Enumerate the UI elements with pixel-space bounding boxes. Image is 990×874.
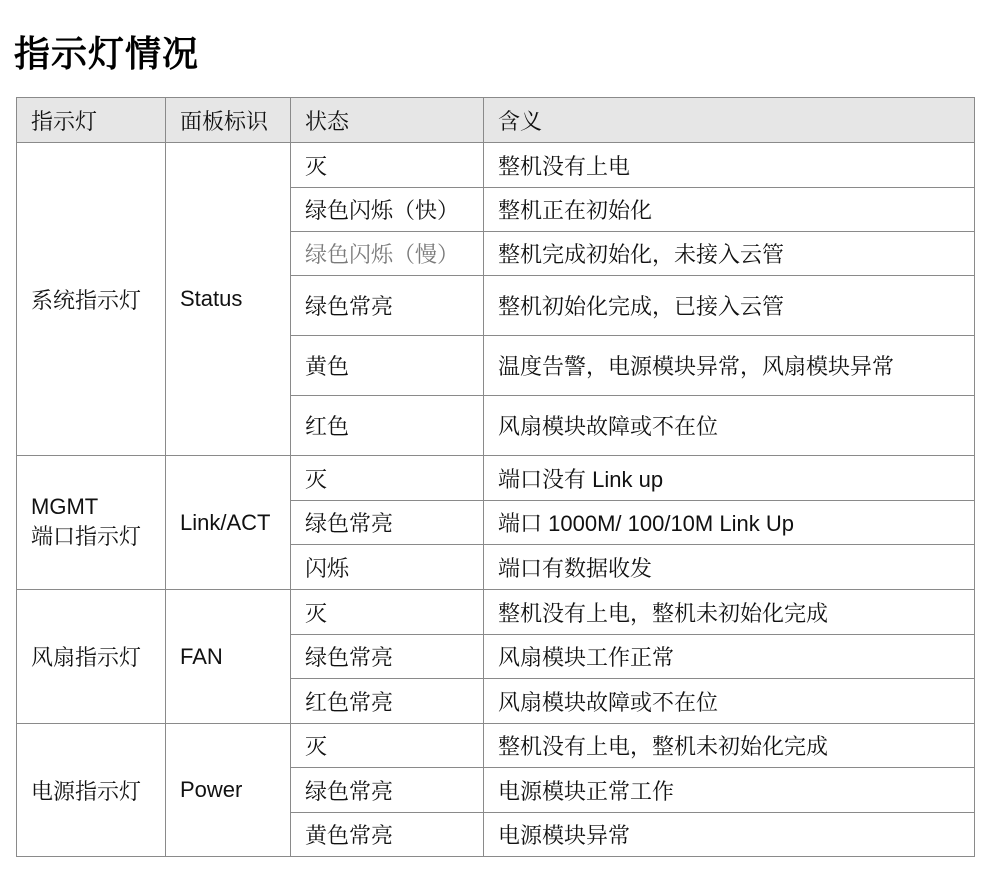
table-row <box>17 143 975 188</box>
header-meaning: 含义 <box>484 98 975 143</box>
meaning-cell: 电源模块异常 <box>484 813 975 857</box>
state-cell: 绿色常亮 <box>291 501 484 545</box>
indicator-name: 系统指示灯 <box>17 143 166 456</box>
indicator-name: 电源指示灯 <box>17 724 166 857</box>
panel-label: Status <box>166 143 291 456</box>
meaning-suffix: Link up <box>586 466 664 492</box>
meaning-cell <box>484 501 975 545</box>
panel-label: Power <box>166 724 291 857</box>
panel-label: Link/ACT <box>166 456 291 590</box>
table-header-row <box>17 98 975 143</box>
meaning-cell: 电源模块正常工作 <box>484 768 975 813</box>
page-title: 指示灯情况 <box>14 34 200 75</box>
state-cell: 绿色常亮 <box>291 635 484 679</box>
header-state: 状态 <box>291 98 484 143</box>
indicator-name <box>17 456 166 590</box>
state-cell: 灭 <box>291 456 484 501</box>
meaning-cell: 温度告警，电源模块异常，风扇模块异常 <box>484 336 975 396</box>
table-row <box>17 456 975 501</box>
meaning-cell <box>484 456 975 501</box>
meaning-cell: 整机初始化完成，已接入云管 <box>484 276 975 336</box>
meaning-cell: 端口有数据收发 <box>484 545 975 590</box>
state-cell: 灭 <box>291 724 484 768</box>
meaning-cell: 风扇模块工作正常 <box>484 635 975 679</box>
meaning-cell: 整机没有上电 <box>484 143 975 188</box>
meaning-cell: 整机完成初始化，未接入云管 <box>484 232 975 276</box>
meaning-cell: 整机没有上电，整机未初始化完成 <box>484 724 975 768</box>
indicator-table <box>16 97 975 857</box>
state-cell: 灭 <box>291 143 484 188</box>
table-row <box>17 590 975 635</box>
state-cell: 绿色常亮 <box>291 768 484 813</box>
state-cell: 绿色常亮 <box>291 276 484 336</box>
meaning-cell: 整机没有上电，整机未初始化完成 <box>484 590 975 635</box>
panel-label: FAN <box>166 590 291 724</box>
meaning-prefix: 端口没有 <box>498 467 587 493</box>
meaning-cell: 整机正在初始化 <box>484 188 975 232</box>
state-cell: 闪烁 <box>291 545 484 590</box>
state-cell: 绿色闪烁（慢） <box>291 232 484 276</box>
meaning-prefix: 端口 <box>498 512 543 537</box>
indicator-name-line2: 端口指示灯 <box>31 525 142 550</box>
meaning-cell: 风扇模块故障或不在位 <box>484 396 975 456</box>
indicator-name-line1: MGMT <box>31 494 99 519</box>
state-cell: 黄色 <box>291 336 484 396</box>
indicator-name: 风扇指示灯 <box>17 590 166 724</box>
state-cell: 绿色闪烁（快） <box>291 188 484 232</box>
state-cell: 红色常亮 <box>291 679 484 724</box>
meaning-cell: 风扇模块故障或不在位 <box>484 679 975 724</box>
state-cell: 灭 <box>291 590 484 635</box>
table-row <box>17 724 975 768</box>
state-cell: 黄色常亮 <box>291 813 484 857</box>
header-indicator: 指示灯 <box>17 98 166 143</box>
meaning-suffix: 1000M/ 100/10M Link Up <box>542 511 794 536</box>
state-cell: 红色 <box>291 396 484 456</box>
header-panel-label: 面板标识 <box>166 98 291 143</box>
